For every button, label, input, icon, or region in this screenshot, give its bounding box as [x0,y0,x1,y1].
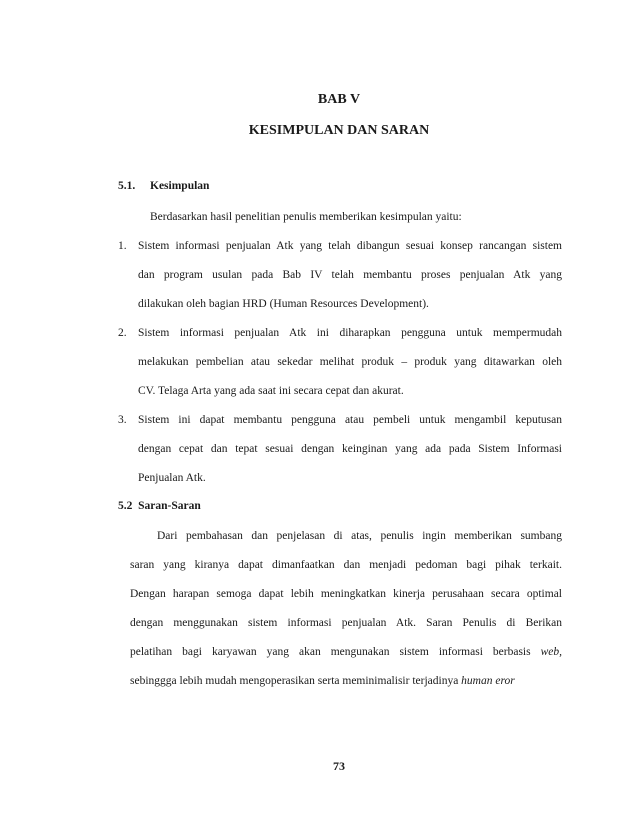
list-item-line: dengan cepat dan tepat sesuai dengan keinginan yang ada pada Sistem Informasi [138,443,562,455]
list-item-line: melakukan pembelian atau sekedar melihat produk – produk yang ditawarkan oleh [138,356,562,368]
list-item-line: Sistem informasi penjualan Atk yang telah dibangun sesuai konsep rancangan sistem [138,240,562,252]
list-item-line: Sistem informasi penjualan Atk ini diharapkan pengguna untuk mempermudah [138,327,562,339]
section-number: 5.1. [118,180,136,192]
italic-term: human eror [461,675,515,687]
section-intro: Berdasarkan hasil penelitian penulis memberikan kesimpulan yaitu: [150,211,462,223]
paragraph-line [130,674,515,688]
italic-term: web, [540,646,562,658]
paragraph-line: Dengan harapan semoga dapat lebih meningkatkan kinerja perusahaan secara optimal [130,588,562,600]
list-item-line: Sistem ini dapat membantu pengguna atau pembeli untuk mengambil keputusan [138,414,562,426]
chapter-title: KESIMPULAN DAN SARAN [248,123,430,138]
section-heading-saran [118,500,201,512]
paragraph-line: dengan menggunakan sistem informasi penjualan Atk. Saran Penulis di Berikan [130,617,562,629]
list-item-line: Penjualan Atk. [138,472,206,484]
list-item-number: 1. [118,240,127,252]
section-number: 5.2 [118,500,133,512]
list-item-line: dilakukan oleh bagian HRD (Human Resources Development). [138,298,429,310]
paragraph-text: pelatihan bagi karyawan yang akan mengunakan sistem informasi berbasis [130,646,531,658]
paragraph-line: Dari pembahasan dan penjelasan di atas, penulis ingin memberikan sumbang [157,530,562,542]
paragraph-text: sebinggga lebih mudah mengoperasikan serta meminimalisir terjadinya [130,675,459,687]
list-item-line: dan program usulan pada Bab IV telah membantu proses penjualan Atk yang [138,269,562,281]
section-title: Saran-Saran [138,500,201,512]
list-item-line: CV. Telaga Arta yang ada saat ini secara cepat dan akurat. [138,385,404,397]
chapter-number: BAB V [317,92,361,107]
section-heading-kesimpulan [118,180,209,192]
paragraph-line [130,645,562,659]
paragraph-line: saran yang kiranya dapat dimanfaatkan dan menjadi pedoman bagi pihak terkait. [130,559,562,571]
list-item-number: 3. [118,414,127,426]
page-number: 73 [333,759,345,773]
section-title: Kesimpulan [150,180,210,192]
list-item-number: 2. [118,327,127,339]
